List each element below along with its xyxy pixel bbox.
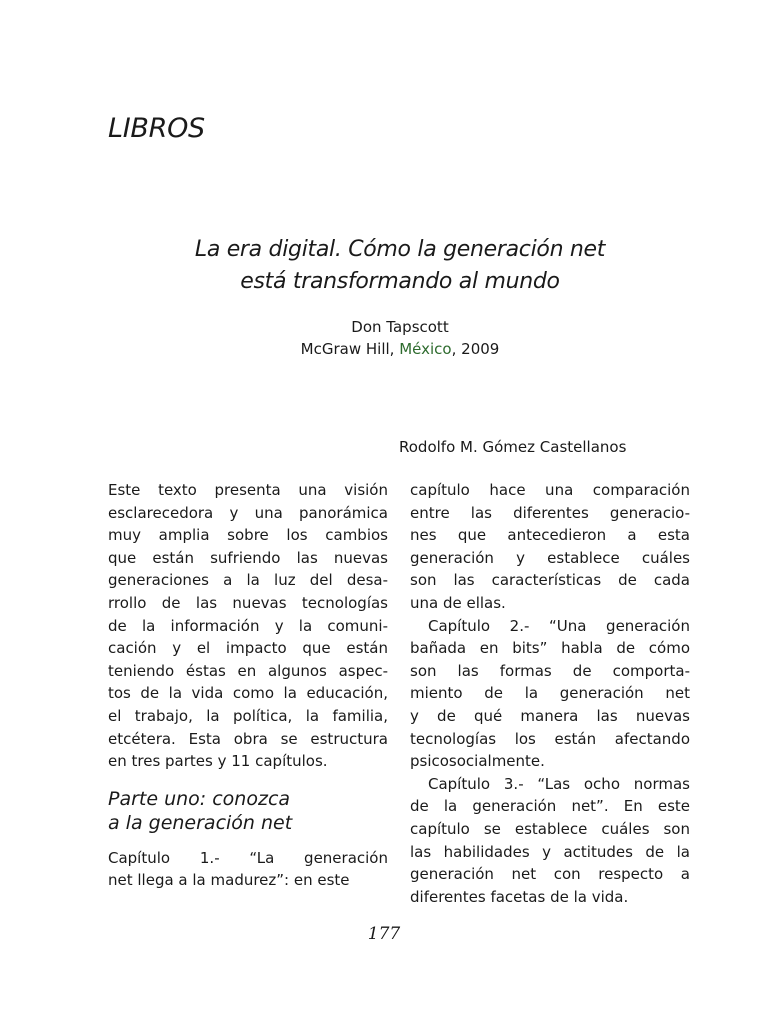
text-line: y de qué manera las nuevas	[410, 706, 690, 725]
subheading-line-2: a la generación net	[108, 811, 293, 834]
left-column	[108, 479, 388, 892]
text-line: una de ellas.	[410, 593, 506, 612]
text-line: capítulo hace una comparación	[410, 481, 690, 499]
text-line: Capítulo 3.- “Las ocho normas	[428, 774, 690, 793]
right-column	[410, 479, 690, 908]
text-line: miento de la generación net	[410, 684, 690, 703]
page-number: 177	[367, 924, 401, 944]
text-line: cación y el impacto que están	[108, 639, 388, 658]
text-line: psicosocialmente.	[410, 752, 545, 771]
part-subheading	[108, 787, 388, 835]
body-paragraph	[410, 773, 690, 909]
text-line: el trabajo, la política, la familia,	[108, 706, 388, 725]
text-line: etcétera. Esta obra se estructura	[108, 729, 388, 748]
text-line: rrollo de las nuevas tecnologías	[108, 593, 388, 612]
text-line: son las formas de comporta-	[410, 661, 690, 680]
body-paragraph	[108, 847, 388, 892]
text-line: generación y establece cuáles	[410, 548, 690, 567]
text-line: teniendo éstas en algunos aspec-	[108, 661, 388, 680]
section-heading: LIBROS	[108, 113, 205, 144]
body-paragraph	[410, 615, 690, 773]
text-line: Este texto presenta una visión	[108, 481, 388, 499]
subheading-line-1: Parte uno: conozca	[108, 787, 291, 810]
text-line: Capítulo 2.- “Una generación	[428, 616, 690, 635]
book-author: Don Tapscott	[351, 318, 449, 336]
text-line: de la generación net”. En este	[410, 797, 690, 816]
body-paragraph	[410, 479, 690, 615]
text-line: generación net con respecto a	[410, 865, 690, 884]
text-line: tecnologías los están afectando	[410, 729, 690, 748]
text-line: muy amplia sobre los cambios	[108, 526, 388, 545]
publisher-line	[200, 338, 600, 360]
text-line: generaciones a la luz del desa-	[108, 571, 388, 590]
text-line: net llega a la madurez”: en este	[108, 871, 350, 890]
text-line: que están sufriendo las nuevas	[108, 548, 388, 567]
book-title-line-2: está transformando al mundo	[240, 269, 560, 294]
book-title	[120, 234, 680, 298]
reviewer-name: Rodolfo M. Gómez Castellanos	[399, 438, 627, 456]
text-line: esclarecedora y una panorámica	[108, 503, 388, 522]
text-line: diferentes facetas de la vida.	[410, 887, 629, 906]
text-line: nes que antecedieron a esta	[410, 526, 690, 545]
text-line: son las características de cada	[410, 571, 690, 590]
text-line: de la información y la comuni-	[108, 616, 388, 635]
body-paragraph	[108, 479, 388, 773]
text-line: Capítulo 1.- “La generación	[108, 848, 388, 867]
publication-info	[200, 316, 600, 360]
text-line: bañada en bits” habla de cómo	[410, 639, 690, 658]
text-line: capítulo se establece cuáles son	[410, 819, 690, 838]
text-line: en tres partes y 11 capítulos.	[108, 752, 328, 771]
text-line: entre las diferentes generacio-	[410, 503, 690, 522]
publisher-name: McGraw Hill,	[300, 340, 395, 358]
text-line: las habilidades y actitudes de la	[410, 842, 690, 861]
publication-year: , 2009	[451, 340, 500, 358]
publication-place: México	[399, 340, 452, 358]
text-line: tos de la vida como la educación,	[108, 684, 388, 703]
book-title-line-1: La era digital. Cómo la generación net	[194, 237, 606, 262]
